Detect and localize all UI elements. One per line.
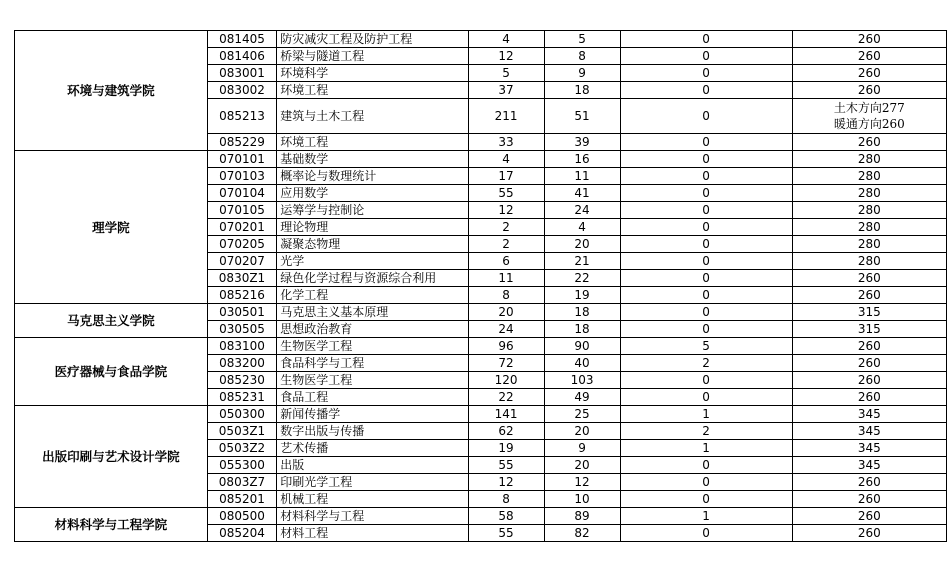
score-value: 280 [857, 186, 881, 200]
score-line [792, 355, 946, 372]
major-code: 081406 [207, 48, 277, 65]
major-code: 083100 [207, 338, 277, 355]
major-name: 环境科学 [277, 65, 468, 82]
count-b: 16 [544, 151, 620, 168]
score-value: 260 [857, 356, 881, 370]
count-b: 40 [544, 355, 620, 372]
count-a: 55 [468, 457, 544, 474]
score-line [792, 151, 946, 168]
count-b: 11 [544, 168, 620, 185]
count-c: 0 [620, 48, 792, 65]
score-line [792, 321, 946, 338]
count-a: 2 [468, 219, 544, 236]
major-code: 085213 [207, 99, 277, 134]
score-line [792, 31, 946, 48]
college-name: 环境与建筑学院 [15, 31, 208, 151]
count-b: 39 [544, 134, 620, 151]
score-line [792, 508, 946, 525]
score-line [792, 185, 946, 202]
major-name: 机械工程 [277, 491, 468, 508]
count-a: 55 [468, 525, 544, 542]
score-line [792, 219, 946, 236]
major-code: 030501 [207, 304, 277, 321]
major-name: 生物医学工程 [277, 372, 468, 389]
count-a: 12 [468, 202, 544, 219]
score-value: 260 [857, 271, 881, 285]
score-value: 345 [857, 407, 881, 421]
score-value: 280 [857, 237, 881, 251]
major-code: 050300 [207, 406, 277, 423]
major-name: 化学工程 [277, 287, 468, 304]
major-name: 印刷光学工程 [277, 474, 468, 491]
count-b: 9 [544, 65, 620, 82]
major-code: 081405 [207, 31, 277, 48]
count-a: 4 [468, 151, 544, 168]
count-a: 17 [468, 168, 544, 185]
count-a: 96 [468, 338, 544, 355]
major-name: 材料工程 [277, 525, 468, 542]
count-a: 33 [468, 134, 544, 151]
count-c: 2 [620, 423, 792, 440]
count-c: 0 [620, 321, 792, 338]
count-c: 0 [620, 474, 792, 491]
score-value: 260 [857, 339, 881, 353]
count-a: 211 [468, 99, 544, 134]
table-row [15, 338, 947, 355]
score-value: 280 [857, 220, 881, 234]
score-value: 280 [857, 203, 881, 217]
score-line [792, 457, 946, 474]
score-line [792, 440, 946, 457]
count-a: 141 [468, 406, 544, 423]
score-value: 315 [857, 305, 881, 319]
count-b: 12 [544, 474, 620, 491]
count-a: 37 [468, 82, 544, 99]
major-code: 0830Z1 [207, 270, 277, 287]
table-row [15, 406, 947, 423]
major-code: 070205 [207, 236, 277, 253]
count-a: 12 [468, 474, 544, 491]
count-c: 0 [620, 491, 792, 508]
count-c: 0 [620, 287, 792, 304]
count-b: 24 [544, 202, 620, 219]
count-b: 18 [544, 82, 620, 99]
major-name: 环境工程 [277, 134, 468, 151]
count-a: 6 [468, 253, 544, 270]
count-b: 5 [544, 31, 620, 48]
count-c: 0 [620, 457, 792, 474]
count-c: 0 [620, 372, 792, 389]
score-value: 345 [857, 424, 881, 438]
major-name: 数字出版与传播 [277, 423, 468, 440]
count-c: 1 [620, 508, 792, 525]
count-c: 0 [620, 236, 792, 253]
count-c: 0 [620, 202, 792, 219]
major-name: 理论物理 [277, 219, 468, 236]
major-name: 桥梁与隧道工程 [277, 48, 468, 65]
score-value: 260 [857, 288, 881, 302]
college-name: 马克思主义学院 [15, 304, 208, 338]
score-value: 暖通方向260 [833, 117, 905, 131]
count-b: 49 [544, 389, 620, 406]
count-a: 5 [468, 65, 544, 82]
count-c: 0 [620, 253, 792, 270]
major-name: 绿色化学过程与资源综合利用 [277, 270, 468, 287]
major-code: 0803Z7 [207, 474, 277, 491]
count-b: 51 [544, 99, 620, 134]
count-c: 0 [620, 65, 792, 82]
count-b: 4 [544, 219, 620, 236]
major-code: 030505 [207, 321, 277, 338]
college-name: 材料科学与工程学院 [15, 508, 208, 542]
score-value: 260 [857, 509, 881, 523]
major-name: 食品科学与工程 [277, 355, 468, 372]
table-row [15, 508, 947, 525]
score-line [792, 372, 946, 389]
major-name: 基础数学 [277, 151, 468, 168]
score-value: 280 [857, 169, 881, 183]
count-c: 0 [620, 99, 792, 134]
count-b: 90 [544, 338, 620, 355]
score-value: 260 [857, 135, 881, 149]
major-name: 防灾减灾工程及防护工程 [277, 31, 468, 48]
major-code: 083001 [207, 65, 277, 82]
major-code: 080500 [207, 508, 277, 525]
major-name: 光学 [277, 253, 468, 270]
count-a: 19 [468, 440, 544, 457]
college-name: 出版印刷与艺术设计学院 [15, 406, 208, 508]
major-name: 生物医学工程 [277, 338, 468, 355]
major-code: 083200 [207, 355, 277, 372]
count-c: 1 [620, 406, 792, 423]
score-value: 315 [857, 322, 881, 336]
count-a: 8 [468, 491, 544, 508]
college-name: 理学院 [15, 151, 208, 304]
score-value: 260 [857, 526, 881, 540]
major-code: 0503Z1 [207, 423, 277, 440]
score-line [792, 99, 946, 134]
count-b: 20 [544, 457, 620, 474]
count-a: 12 [468, 48, 544, 65]
major-name: 运筹学与控制论 [277, 202, 468, 219]
count-b: 20 [544, 423, 620, 440]
major-code: 070103 [207, 168, 277, 185]
count-a: 72 [468, 355, 544, 372]
count-b: 103 [544, 372, 620, 389]
count-b: 10 [544, 491, 620, 508]
score-line [792, 82, 946, 99]
count-a: 8 [468, 287, 544, 304]
score-value: 345 [857, 458, 881, 472]
major-name: 概率论与数理统计 [277, 168, 468, 185]
count-b: 82 [544, 525, 620, 542]
count-c: 2 [620, 355, 792, 372]
major-code: 085229 [207, 134, 277, 151]
major-name: 思想政治教育 [277, 321, 468, 338]
count-a: 22 [468, 389, 544, 406]
score-value: 土木方向277 [833, 101, 905, 115]
score-line [792, 48, 946, 65]
table-row [15, 304, 947, 321]
major-code: 085204 [207, 525, 277, 542]
count-b: 19 [544, 287, 620, 304]
major-name: 马克思主义基本原理 [277, 304, 468, 321]
score-line [792, 338, 946, 355]
major-code: 085201 [207, 491, 277, 508]
count-a: 20 [468, 304, 544, 321]
major-code: 070201 [207, 219, 277, 236]
count-c: 0 [620, 525, 792, 542]
count-a: 24 [468, 321, 544, 338]
score-line [792, 65, 946, 82]
score-value: 345 [857, 441, 881, 455]
admission-score-table [14, 30, 947, 542]
score-line [792, 491, 946, 508]
count-c: 0 [620, 168, 792, 185]
score-line [792, 134, 946, 151]
score-line [792, 389, 946, 406]
count-a: 4 [468, 31, 544, 48]
major-name: 新闻传播学 [277, 406, 468, 423]
major-name: 凝聚态物理 [277, 236, 468, 253]
score-line [792, 168, 946, 185]
count-b: 21 [544, 253, 620, 270]
score-value: 260 [857, 83, 881, 97]
score-value: 260 [857, 475, 881, 489]
score-line [792, 406, 946, 423]
count-b: 9 [544, 440, 620, 457]
score-line [792, 236, 946, 253]
major-name: 出版 [277, 457, 468, 474]
count-c: 0 [620, 185, 792, 202]
major-code: 070101 [207, 151, 277, 168]
major-code: 083002 [207, 82, 277, 99]
count-c: 0 [620, 151, 792, 168]
major-code: 0503Z2 [207, 440, 277, 457]
count-b: 22 [544, 270, 620, 287]
score-line [792, 270, 946, 287]
count-a: 55 [468, 185, 544, 202]
score-value: 260 [857, 492, 881, 506]
major-code: 070105 [207, 202, 277, 219]
score-value: 260 [857, 66, 881, 80]
major-code: 085230 [207, 372, 277, 389]
count-a: 2 [468, 236, 544, 253]
count-b: 20 [544, 236, 620, 253]
major-name: 食品工程 [277, 389, 468, 406]
score-line [792, 304, 946, 321]
count-c: 0 [620, 82, 792, 99]
count-c: 0 [620, 134, 792, 151]
score-value: 260 [857, 49, 881, 63]
score-value: 280 [857, 254, 881, 268]
count-c: 0 [620, 219, 792, 236]
major-name: 环境工程 [277, 82, 468, 99]
count-b: 41 [544, 185, 620, 202]
major-name: 应用数学 [277, 185, 468, 202]
score-line [792, 525, 946, 542]
count-c: 5 [620, 338, 792, 355]
count-a: 120 [468, 372, 544, 389]
table-row [15, 31, 947, 48]
major-code: 070104 [207, 185, 277, 202]
major-code: 085231 [207, 389, 277, 406]
count-c: 0 [620, 31, 792, 48]
score-line [792, 423, 946, 440]
major-code: 085216 [207, 287, 277, 304]
score-line [792, 474, 946, 491]
major-code: 070207 [207, 253, 277, 270]
table-row [15, 151, 947, 168]
count-a: 11 [468, 270, 544, 287]
count-c: 0 [620, 389, 792, 406]
count-c: 1 [620, 440, 792, 457]
count-b: 18 [544, 321, 620, 338]
count-b: 89 [544, 508, 620, 525]
count-b: 8 [544, 48, 620, 65]
score-value: 280 [857, 152, 881, 166]
college-name: 医疗器械与食品学院 [15, 338, 208, 406]
major-name: 建筑与土木工程 [277, 99, 468, 134]
major-name: 材料科学与工程 [277, 508, 468, 525]
score-line [792, 287, 946, 304]
count-b: 18 [544, 304, 620, 321]
count-a: 62 [468, 423, 544, 440]
count-c: 0 [620, 270, 792, 287]
score-value: 260 [857, 32, 881, 46]
count-c: 0 [620, 304, 792, 321]
score-line [792, 202, 946, 219]
score-value: 260 [857, 373, 881, 387]
major-name: 艺术传播 [277, 440, 468, 457]
score-value: 260 [857, 390, 881, 404]
major-code: 055300 [207, 457, 277, 474]
count-a: 58 [468, 508, 544, 525]
count-b: 25 [544, 406, 620, 423]
score-line [792, 253, 946, 270]
table-body [15, 31, 947, 542]
